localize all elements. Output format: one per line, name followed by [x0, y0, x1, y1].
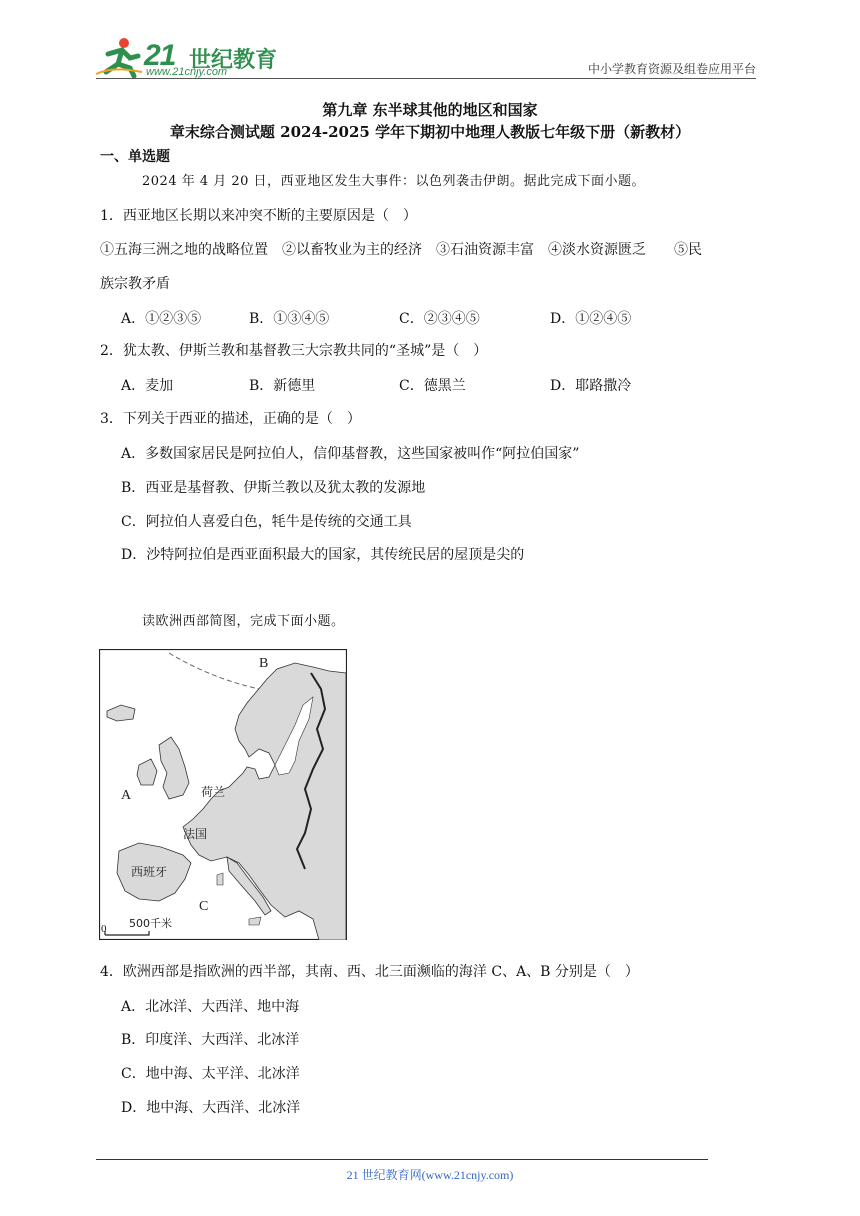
question-4-option-c: C．地中海、太平洋、北冰洋: [121, 1066, 300, 1082]
question-4-stem: 4．欧洲西部是指欧洲的西半部，其南、西、北三面濒临的海洋 C、A、B 分别是（ ）: [100, 964, 639, 980]
question-3-option-d: D．沙特阿拉伯是西亚面积最大的国家，其传统民居的屋顶是尖的: [121, 547, 525, 563]
question-2-option-b: B．新德里: [249, 378, 316, 394]
question-4-option-b: B．印度洋、大西洋、北冰洋: [121, 1032, 300, 1048]
question-3-option-c: C．阿拉伯人喜爱白色，牦牛是传统的交通工具: [121, 514, 412, 530]
map-label-a: A: [121, 788, 132, 803]
map-label-b: B: [259, 656, 269, 671]
question-1-choices-line1: ①五海三洲之地的战略位置 ②以畜牧业为主的经济 ③石油资源丰富 ④淡水资源匮乏 ⑤民: [100, 242, 702, 258]
question-4-option-d: D．地中海、大西洋、北冰洋: [121, 1100, 301, 1116]
logo-text: 世纪教育: [189, 48, 278, 73]
map-label-spain: 西班牙: [131, 865, 168, 879]
question-2-option-d: D．耶路撒冷: [550, 378, 632, 394]
footer-divider: [96, 1159, 708, 1160]
western-europe-map: [99, 649, 347, 940]
question-4-option-a: A．北冰洋、大西洋、地中海: [121, 999, 300, 1015]
logo-url: www.21cnjy.com: [146, 66, 228, 78]
map-label-c: C: [199, 899, 209, 914]
section-heading: 一、单选题: [100, 149, 170, 165]
question-1-option-c: C．②③④⑤: [399, 311, 480, 327]
question-2-option-a: A．麦加: [121, 378, 174, 394]
question-2-option-c: C．德黑兰: [399, 378, 466, 394]
question-1-option-b: B．①③④⑤: [249, 311, 330, 327]
question-2-stem: 2．犹太教、伊斯兰教和基督教三大宗教共同的“圣城”是（ ）: [100, 343, 488, 359]
runner-logo-icon: [94, 36, 146, 78]
test-title: 章末综合测试题 2024-2025 学年下期初中地理人教版七年级下册（新教材）: [169, 123, 691, 141]
header-divider: [96, 78, 756, 79]
question-1-option-d: D．①②④⑤: [550, 311, 632, 327]
intro-europe-map: 读欧洲西部简图，完成下面小题。: [142, 614, 345, 629]
question-3-stem: 3．下列关于西亚的描述，正确的是（ ）: [100, 411, 361, 427]
map-label-holland: 荷兰: [201, 785, 226, 799]
question-1-option-a: A．①②③⑤: [121, 311, 202, 327]
logo-number: 21: [144, 39, 176, 72]
footer-link[interactable]: 21 世纪教育网(www.21cnjy.com): [346, 1168, 514, 1182]
map-label-france: 法国: [183, 827, 208, 841]
header-platform-text: 中小学教育资源及组卷应用平台: [587, 62, 756, 76]
question-3-option-a: A．多数国家居民是阿拉伯人，信仰基督教，这些国家被叫作“阿拉伯国家”: [121, 446, 580, 462]
map-scale-zero: 0: [101, 923, 107, 935]
question-1-stem: 1．西亚地区长期以来冲突不断的主要原因是（ ）: [100, 208, 417, 224]
question-1-choices-line2: 族宗教矛盾: [100, 276, 170, 292]
intro-west-asia: 2024 年 4 月 20 日，西亚地区发生大事件：以色列袭击伊朗。据此完成下面小题。: [142, 174, 646, 189]
map-scale-text: 500千米: [129, 917, 172, 930]
chapter-title: 第九章 东半球其他的地区和国家: [322, 101, 538, 119]
question-3-option-b: B．西亚是基督教、伊斯兰教以及犹太教的发源地: [121, 480, 426, 496]
